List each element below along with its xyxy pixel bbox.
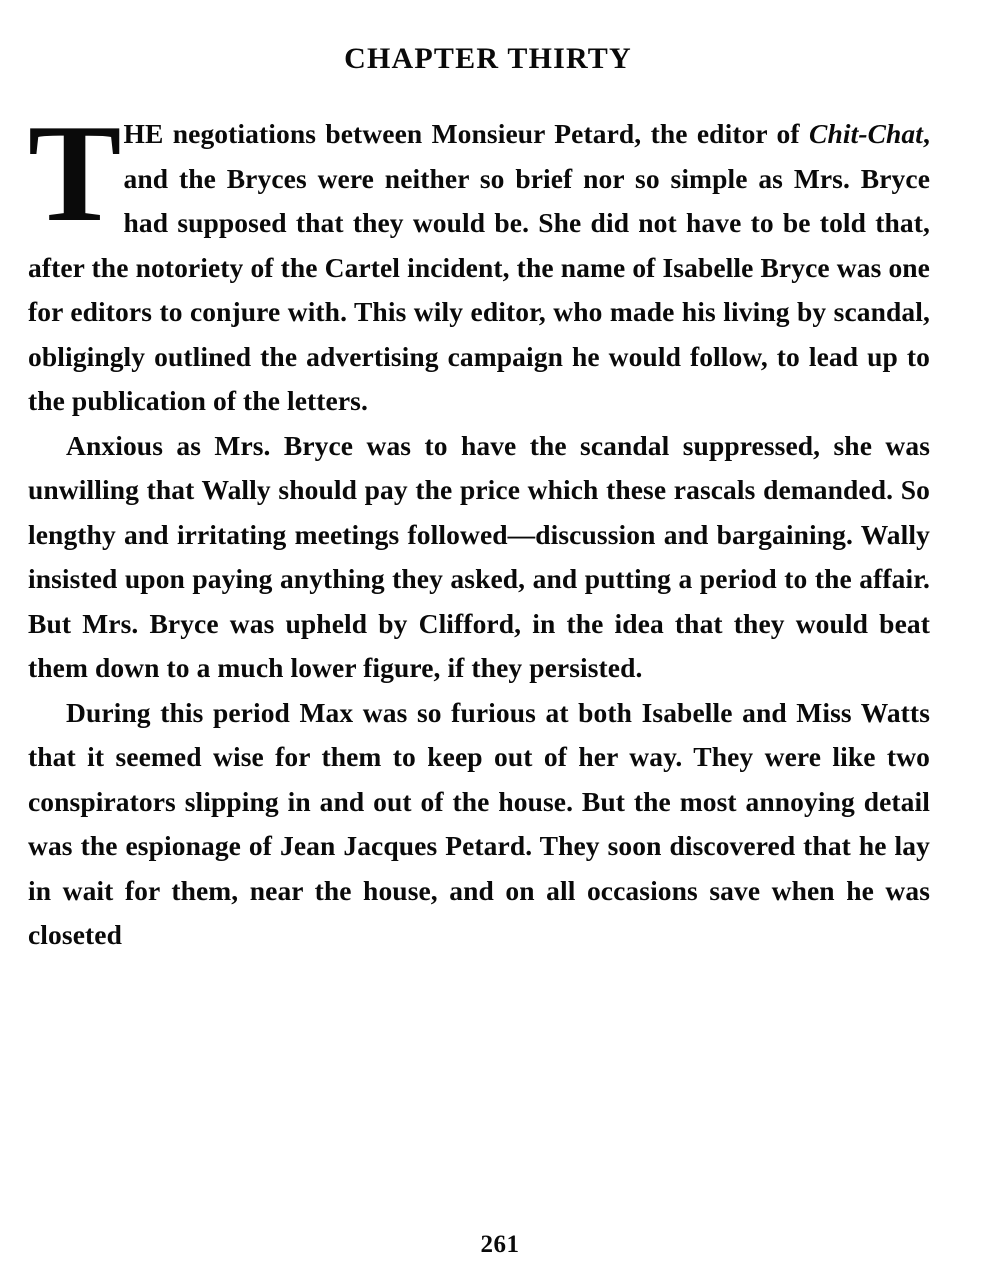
paragraph-3: During this period Max was so furious at both Isabelle and Miss Watts that it seemed wise for them to keep out of her way. They were like two conspirators slipping in and out of the house. But the most annoying detail was the espionage of Jean Jacques Petard. They soon discovered that he lay in wait for them, near the house, and on all occasions save when he was closeted — [28, 696, 930, 950]
paragraph-1 — [28, 96, 930, 424]
paragraph-2: Anxious as Mrs. Bryce was to have the scandal suppressed, she was unwilling that Wally should pay the price which these rascals demanded. So lengthy and irritating meetings followed—discussion and bargaining. Wally insisted upon paying anything they asked, and putting a period to the affair. But Mrs. Bryce was upheld by Clifford, in the idea that they would beat them down to a much lower figure, if they persisted. — [28, 429, 930, 683]
page-title: CHAPTER THIRTY — [344, 42, 632, 75]
paragraph-1-lead: HE negotiations between Monsieur Petard, the editor of — [123, 118, 809, 149]
drop-cap-letter: T — [28, 96, 122, 251]
paragraph-1-rest: , and the Bryces were neither so brief nor so simple as Mrs. Bryce had supposed that they would be. She did not have to be told that, after the notoriety of the Cartel incident, the name of Isabelle Bryce was one for editors to conjure with. This wily editor, who made his living by scandal, obligingly outlined the advertising campaign he would follow, to lead up to the publication of the letters. — [28, 118, 930, 416]
page-number: 261 — [480, 1231, 520, 1258]
magazine-title-italic: Chit-Chat — [809, 118, 924, 149]
page-body — [28, 96, 930, 958]
